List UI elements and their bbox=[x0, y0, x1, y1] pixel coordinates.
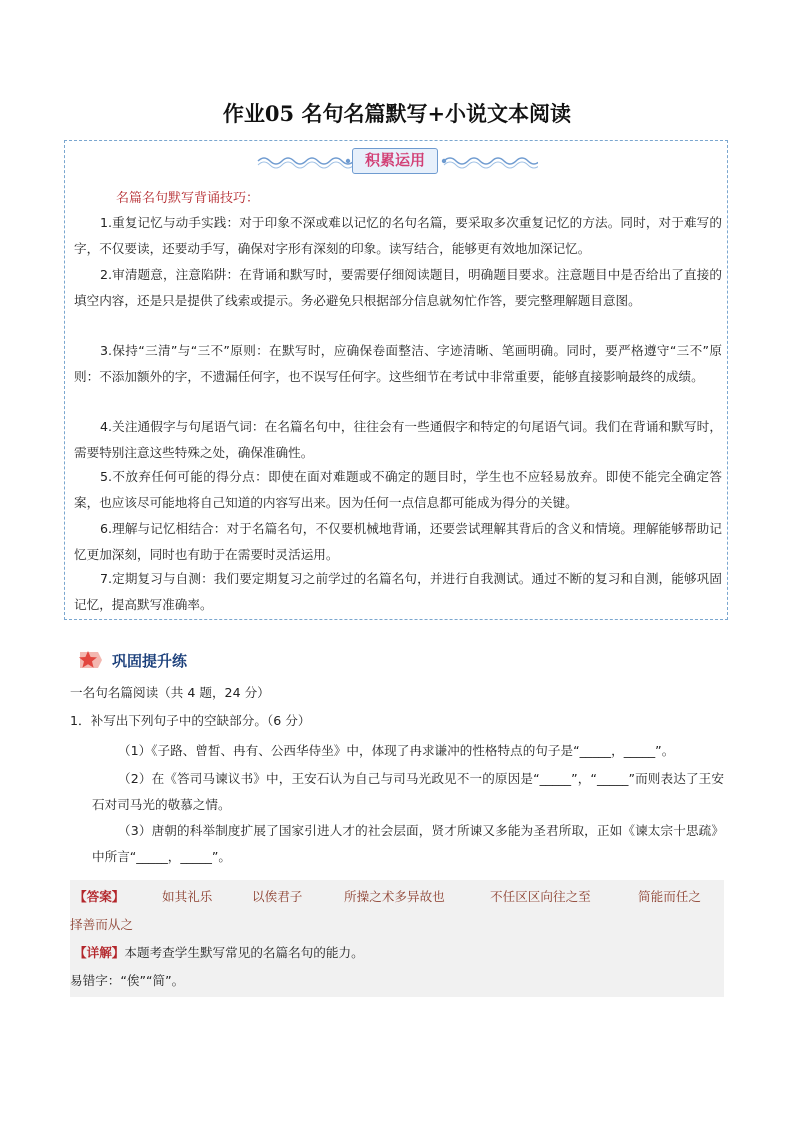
answer-item-wrapped: 择善而从之 bbox=[70, 917, 133, 932]
detail-text: 本题考查学生默写常见的名篇名句的能力。 bbox=[124, 945, 364, 960]
sub-question-1: （1）《子路、曾皙、冉有、公西华侍坐》中，体现了冉求谦冲的性格特点的句子是“_____，_____”。 bbox=[118, 743, 675, 758]
answer-row bbox=[74, 884, 724, 910]
tip-paragraph-2: 2.审清题意，注意陷阱：在背诵和默写时，要需要仔细阅读题目，明确题目要求。注意题目中是否给出了直接的填空内容，还是只是提供了线索或提示。务必避免只根据部分信息就匆忙作答，要完整理解题目意图。 bbox=[74, 267, 722, 308]
part-heading: 一名句名篇阅读（共 4 题，24 分） bbox=[70, 685, 270, 700]
banner-label: 积累运用 bbox=[352, 148, 438, 174]
error-note: 易错字：“俟”“简”。 bbox=[70, 973, 185, 988]
page-title: 作业05 名句名篇默写+小说文本阅读 bbox=[222, 101, 572, 126]
answer-item: 所操之术多异故也 bbox=[344, 889, 445, 904]
tip-paragraph-5: 5.不放弃任何可能的得分点：即使在面对难题或不确定的题目时，学生也不应轻易放弃。即使不能完全确定答案，也应该尽可能地将自己知道的内容写出来。因为任何一点信息都可能成为得分的关键。 bbox=[74, 469, 722, 510]
tip-paragraph-1: 1.重复记忆与动手实践：对于印象不深或难以记忆的名句名篇，要采取多次重复记忆的方法。同时，对于难写的字，不仅要读，还要动手写，确保对字形有深刻的印象。读写结合，能够更有效地加深记忆。 bbox=[74, 215, 722, 256]
tips-heading: 名篇名句默写背诵技巧： bbox=[116, 191, 260, 206]
detail-tag: 【详解】 bbox=[74, 945, 125, 960]
detail-row bbox=[74, 940, 724, 966]
star-badge-icon bbox=[76, 648, 104, 672]
answer-item: 如其礼乐 bbox=[162, 889, 213, 904]
tip-paragraph-4: 4.关注通假字与句尾语气词：在名篇名句中，往往会有一些通假字和特定的句尾语气词。我们在背诵和默写时，需要特别注意这些特殊之处，确保准确性。 bbox=[74, 419, 722, 460]
tip-paragraph-7: 7.定期复习与自测：我们要定期复习之前学过的名篇名句，并进行自我测试。通过不断的复习和自测，能够巩固记忆，提高默写准确率。 bbox=[74, 571, 722, 612]
tip-paragraph-6: 6.理解与记忆相结合：对于名篇名句，不仅要机械地背诵，还要尝试理解其背后的含义和情境。理解能够帮助记忆更加深刻，同时也有助于在需要时灵活运用。 bbox=[74, 521, 722, 562]
answer-item: 以俟君子 bbox=[252, 889, 303, 904]
sub-question-2: （2）在《答司马谏议书》中，王安石认为自己与司马光政见不一的原因是“_____”，“_____”而则表达了王安石对司马光的敬慕之情。 bbox=[92, 771, 724, 812]
answer-item: 简能而任之 bbox=[638, 889, 701, 904]
section-title: 巩固提升练 bbox=[112, 652, 188, 670]
tip-paragraph-3: 3.保持“三清”与“三不”原则：在默写时，应确保卷面整洁、字迹清晰、笔画明确。同时，要严格遵守“三不”原则：不添加额外的字，不遗漏任何字，也不误写任何字。这些细节在考试中非常重要，能够直接影响最终的成绩。 bbox=[74, 343, 722, 384]
sub-question-3: （3）唐朝的科举制度扩展了国家引进人才的社会层面，贤才所谏又多能为圣君所取，正如《谏太宗十思疏》中所言“_____，_____”。 bbox=[92, 823, 724, 864]
question-stem: 1．补写出下列句子中的空缺部分。（6 分） bbox=[70, 713, 311, 728]
answer-tag: 【答案】 bbox=[74, 889, 125, 904]
answer-item: 不任区区向往之至 bbox=[490, 889, 591, 904]
